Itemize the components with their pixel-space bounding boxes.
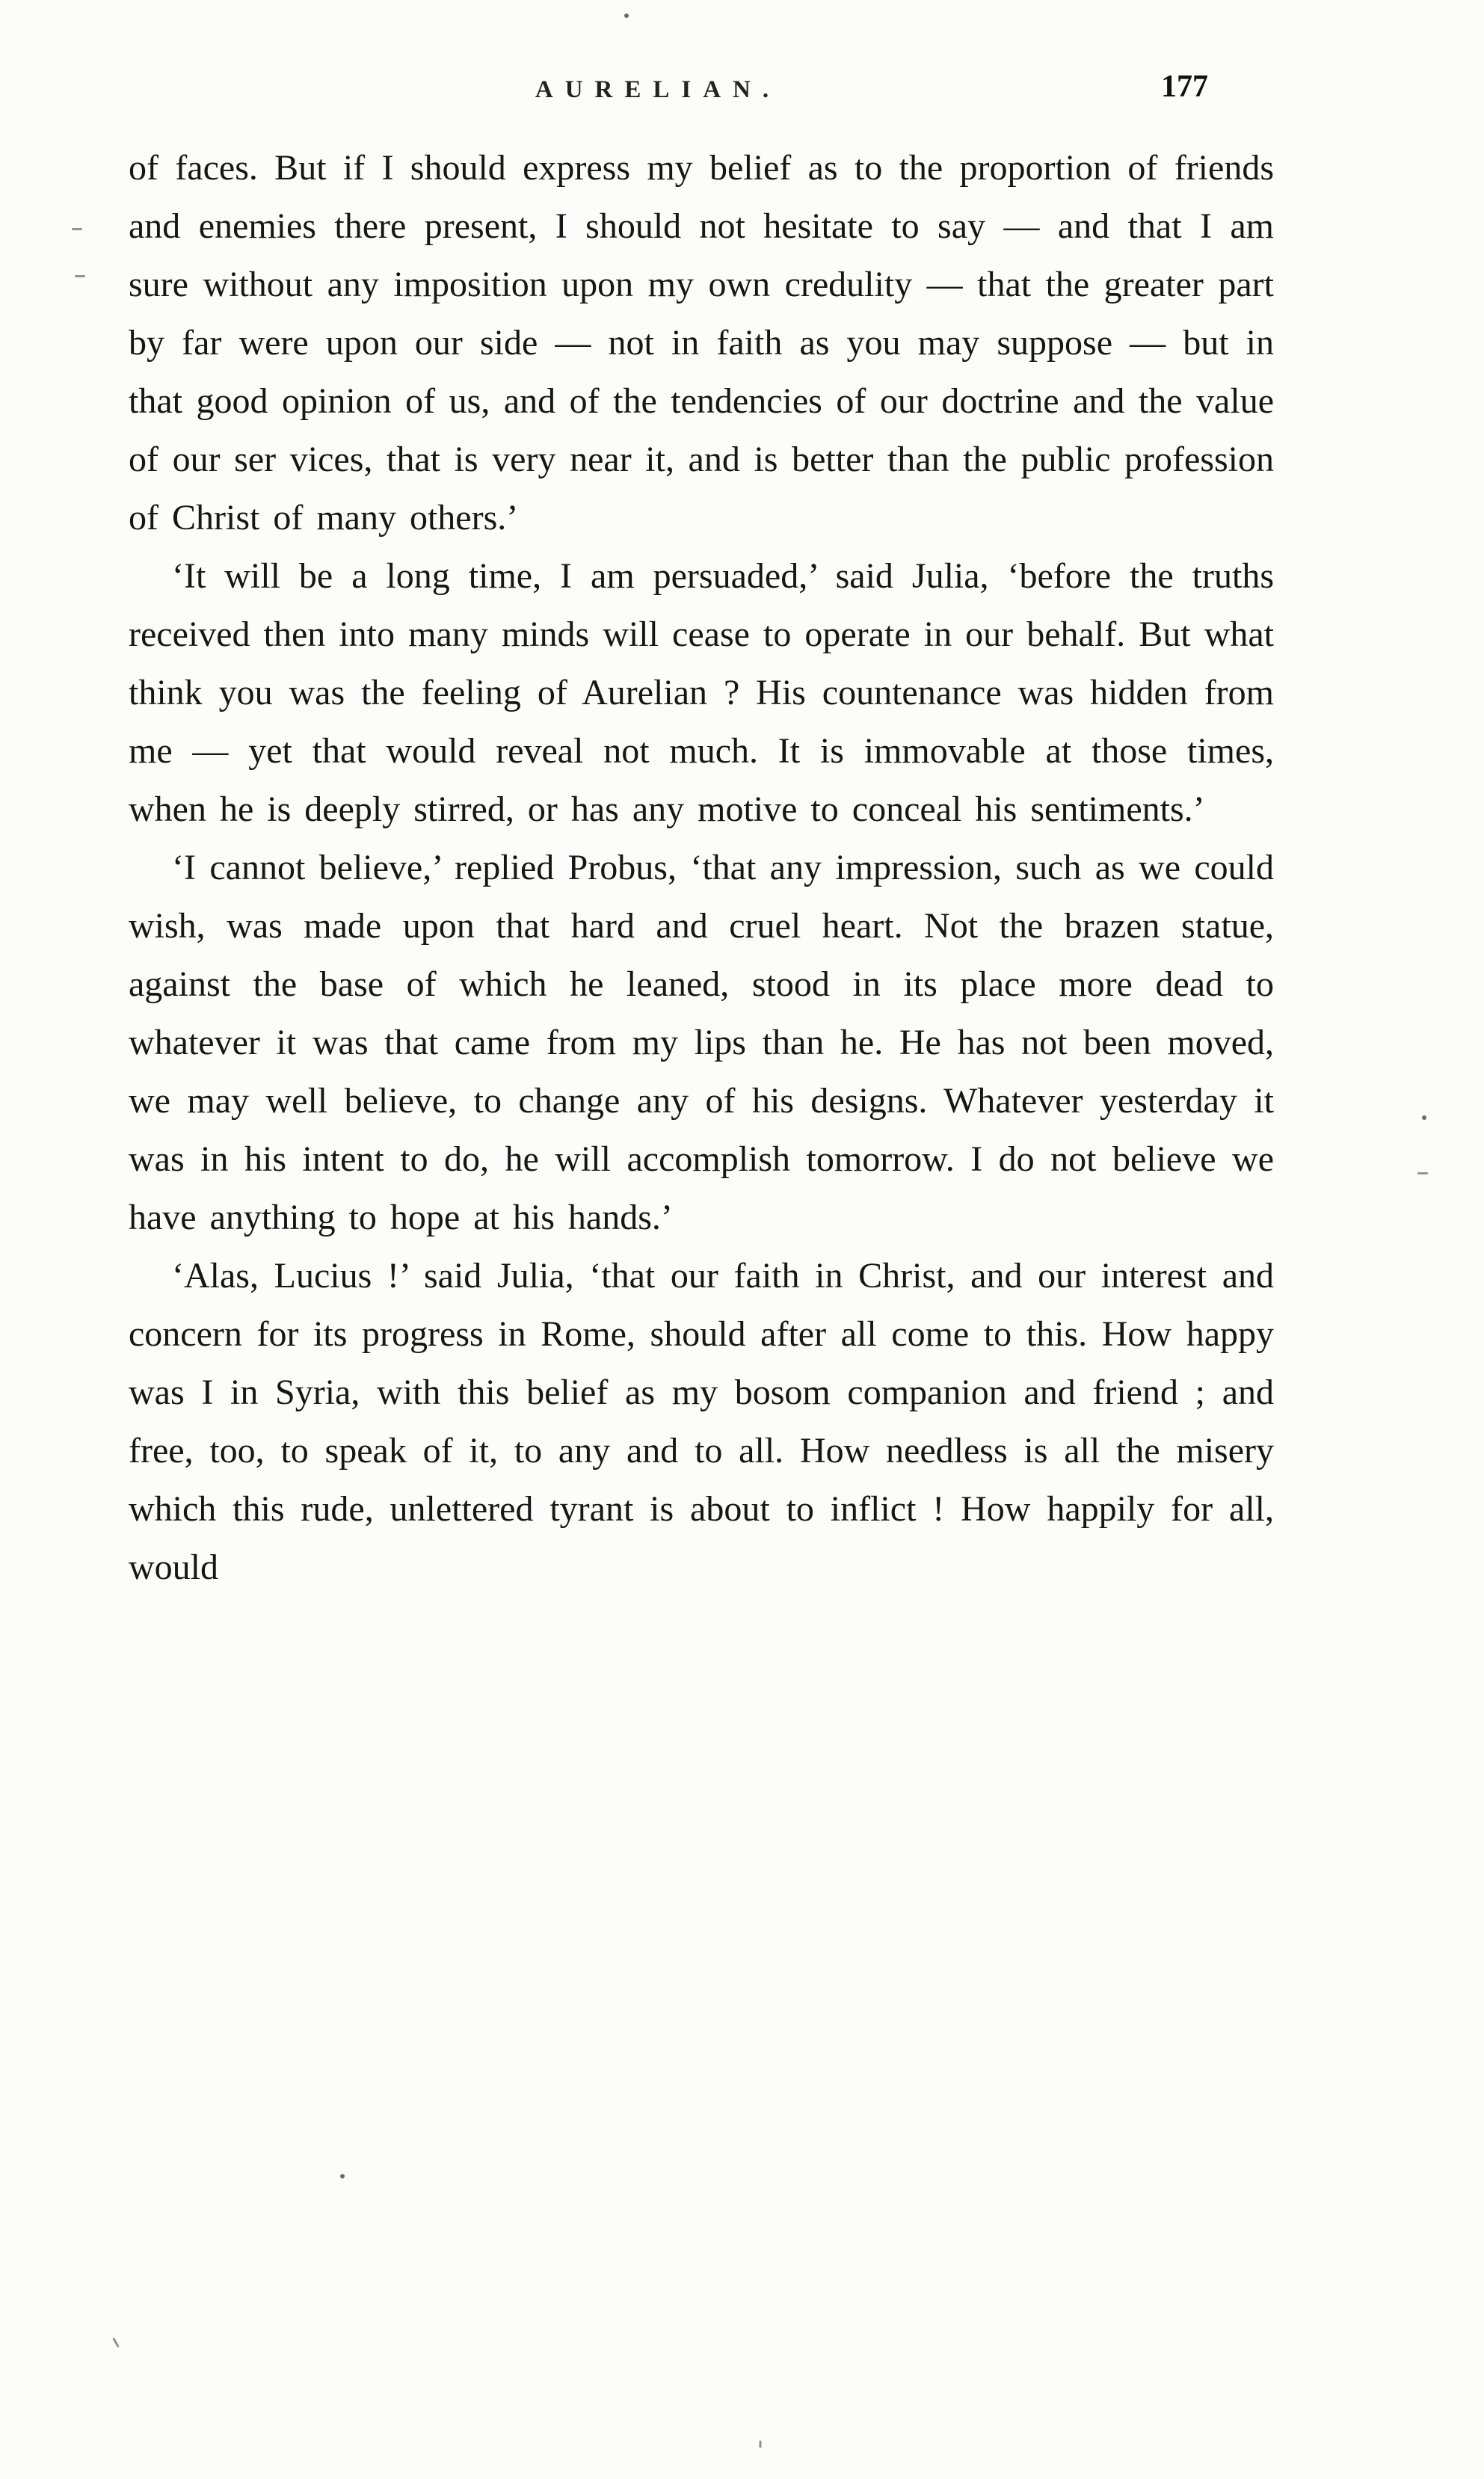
scan-artifact (72, 228, 82, 230)
scan-artifact (1422, 1115, 1426, 1120)
scan-artifact (340, 2174, 345, 2178)
page-header (129, 69, 1274, 121)
scan-artifact (1417, 1172, 1428, 1174)
paragraph: ‘Alas, Lucius !’ said Julia, ‘that our faith in Christ, and our interest and concern for its progress in Rome, should after all come to this. How happy was I in Syria, with this belief as my bosom companion and friend ; and free, too, to speak of it, to any and to all. How needless is all the misery which this rude, unlettered tyrant is about to inflict ! How happily for all, would (129, 1256, 1274, 1587)
scan-artifact (760, 2441, 762, 2448)
text-block (129, 69, 1274, 1597)
running-title: AURELIAN. (535, 76, 781, 103)
page-body (129, 139, 1274, 1597)
paragraph: of faces. But if I should express my belief as to the proportion of friends and enemies there present, I should not hesitate to say — and that I am sure without any imposition upon my own credulity — that the greater part by far were upon our side — not in faith as you may suppose — but in that good opinion of us, and of the tendencies of our doctrine and the value of our ser vices, that is very near it, and is better than the public profession of Christ of many others.’ (129, 148, 1274, 538)
paragraph: ‘It will be a long time, I am persuaded,’ said Julia, ‘before the truths received then into many minds will cease to operate in our behalf. But what think you was the feeling of Aurelian ? His countenance was hidden from me — yet that would reveal not much. It is immovable at those times, when he is deeply stirred, or has any motive to conceal his sentiments.’ (129, 556, 1274, 829)
scan-artifact (112, 2338, 120, 2348)
page-number: 177 (1161, 70, 1208, 104)
scan-artifact (75, 275, 85, 277)
paragraph: ‘I cannot believe,’ replied Probus, ‘that any impression, such as we could wish, was made upon that hard and cruel heart. Not the brazen statue, against the base of which he leaned, stood in its place more dead to whatever it was that came from my lips than he. He has not been moved, we may well believe, to change any of his designs. Whatever yesterday it was in his intent to do, he will accomplish tomorrow. I do not believe we have anything to hope at his hands.’ (129, 848, 1274, 1237)
scan-artifact (624, 13, 629, 18)
